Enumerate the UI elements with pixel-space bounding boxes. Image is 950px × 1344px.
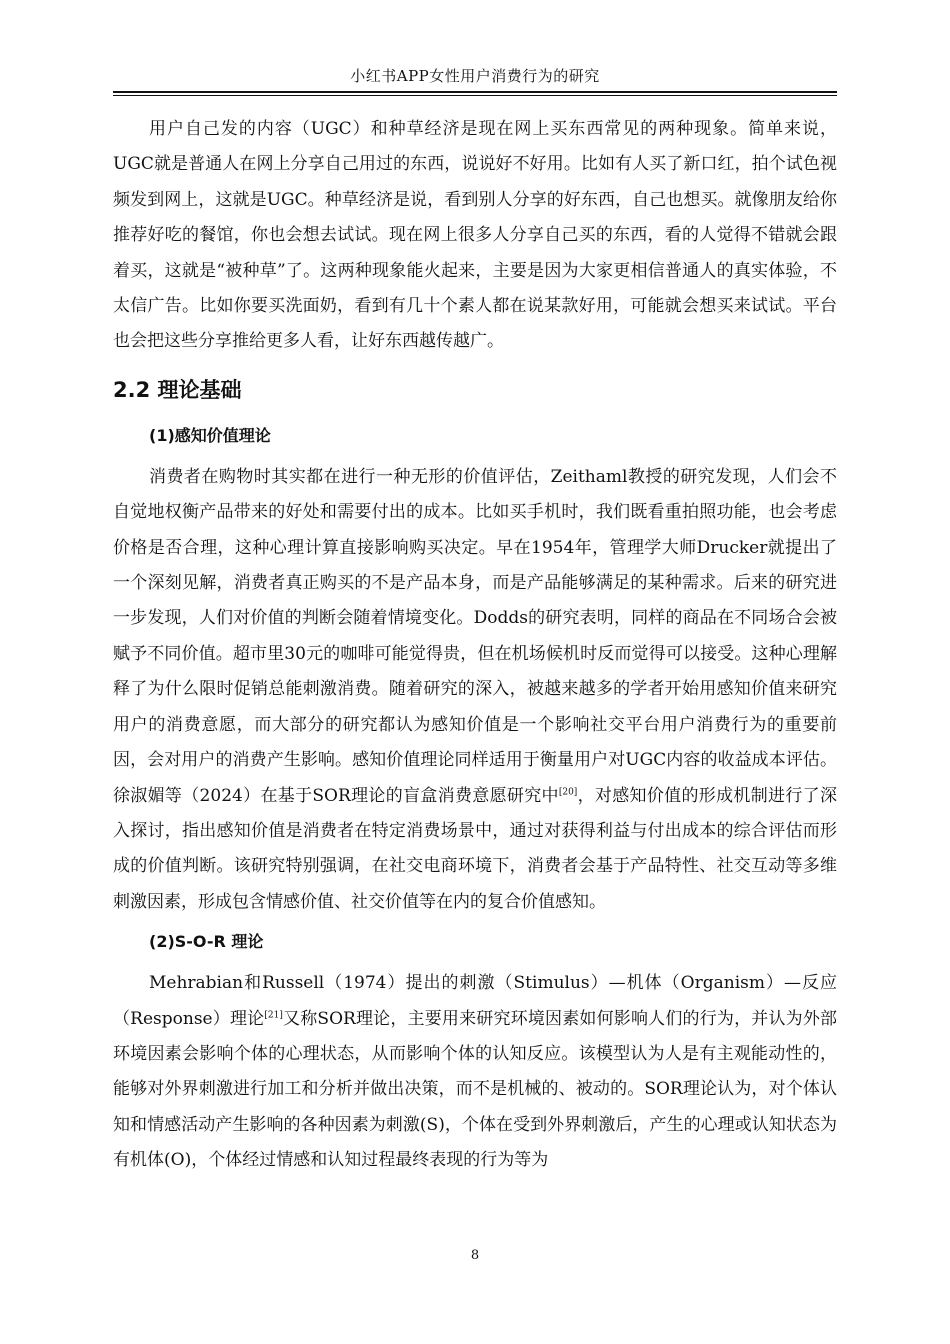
sor-text-continued: 又称SOR理论，主要用来研究环境因素如何影响人们的行为，并认为外部环境因素会影响个体的心理状态，从而影响个体的认知反应。该模型认为人是有主观能动性的，能够对外界刺激进行加工和分析并做出决策，而不是机械的、被动的。SOR理论认为，对个体认知和情感活动产生影响的各种因素为刺激(S)，个体在受到外界刺激后，产生的心理或认知状态为有机体(O)，个体经过情感和认知过程最终表现的行为等为 bbox=[113, 1008, 837, 1171]
citation-ref-21: [21] bbox=[264, 1009, 283, 1020]
subsection-heading-sor: (2)S-O-R 理论 bbox=[149, 932, 264, 952]
section-heading: 2.2 理论基础 bbox=[113, 377, 242, 402]
header-rule-thin bbox=[113, 95, 837, 96]
sor-paragraph bbox=[113, 966, 837, 1178]
perceived-value-text: 消费者在购物时其实都在进行一种无形的价值评估，Zeithaml教授的研究发现，人们会不自觉地权衡产品带来的好处和需要付出的成本。比如买手机时，我们既看重拍照功能，也会考虑价格是否合理，这种心理计算直接影响购买决定。早在1954年，管理学大师Drucker就提出了一个深刻见解，消费者真正购买的不是产品本身，而是产品能够满足的某种需求。后来的研究进一步发现，人们对价值的判断会随着情境变化。Dodds的研究表明，同样的商品在不同场合会被赋予不同价值。超市里30元的咖啡可能觉得贵，但在机场候机时反而觉得可以接受。这种心理解释了为什么限时促销总能刺激消费。随着研究的深入，被越来越多的学者开始用感知价值来研究用户的消费意愿，而大部分的研究都认为感知价值是一个影响社交平台用户消费行为的重要前因，会对用户的消费产生影响。感知价值理论同样适用于衡量用户对UGC内容的收益成本评估。徐淑媚等（2024）在基于SOR理论的盲盒消费意愿研究中 bbox=[113, 466, 837, 806]
subsection-heading-perceived-value: (1)感知价值理论 bbox=[149, 425, 271, 445]
header-rule-thick bbox=[113, 91, 837, 93]
perceived-value-paragraph bbox=[113, 460, 837, 920]
intro-paragraph: 用户自己发的内容（UGC）和种草经济是现在网上买东西常见的两种现象。简单来说，UGC就是普通人在网上分享自己用过的东西，说说好不好用。比如有人买了新口红，拍个试色视频发到网上，这就是UGC。种草经济是说，看到别人分享的好东西，自己也想买。就像朋友给你推荐好吃的餐馆，你也会想去试试。现在网上很多人分享自己买的东西，看的人觉得不错就会跟着买，这就是“被种草”了。这两种现象能火起来，主要是因为大家更相信普通人的真实体验，不太信广告。比如你要买洗面奶，看到有几十个素人都在说某款好用，可能就会想买来试试。平台也会把这些分享推给更多人看，让好东西越传越广。 bbox=[113, 119, 837, 352]
perceived-value-text-continued: ，对感知价值的形成机制进行了深入探讨，指出感知价值是消费者在特定消费场景中，通过对获得利益与付出成本的综合评估而形成的价值判断。该研究特别强调，在社交电商环境下，消费者会基于产品特性、社交互动等多维刺激因素，形成包含情感价值、社交价值等在内的复合价值感知。 bbox=[113, 785, 837, 912]
page-body bbox=[113, 112, 837, 1179]
sor-text: Mehrabian和Russell（1974）提出的刺激（Stimulus）—机体（Organism）—反应（Response）理论 bbox=[113, 973, 837, 1029]
running-header: 小红书APP女性用户消费行为的研究 bbox=[350, 67, 600, 85]
citation-ref-20: [20] bbox=[558, 786, 578, 797]
page-number: 8 bbox=[470, 1248, 480, 1263]
